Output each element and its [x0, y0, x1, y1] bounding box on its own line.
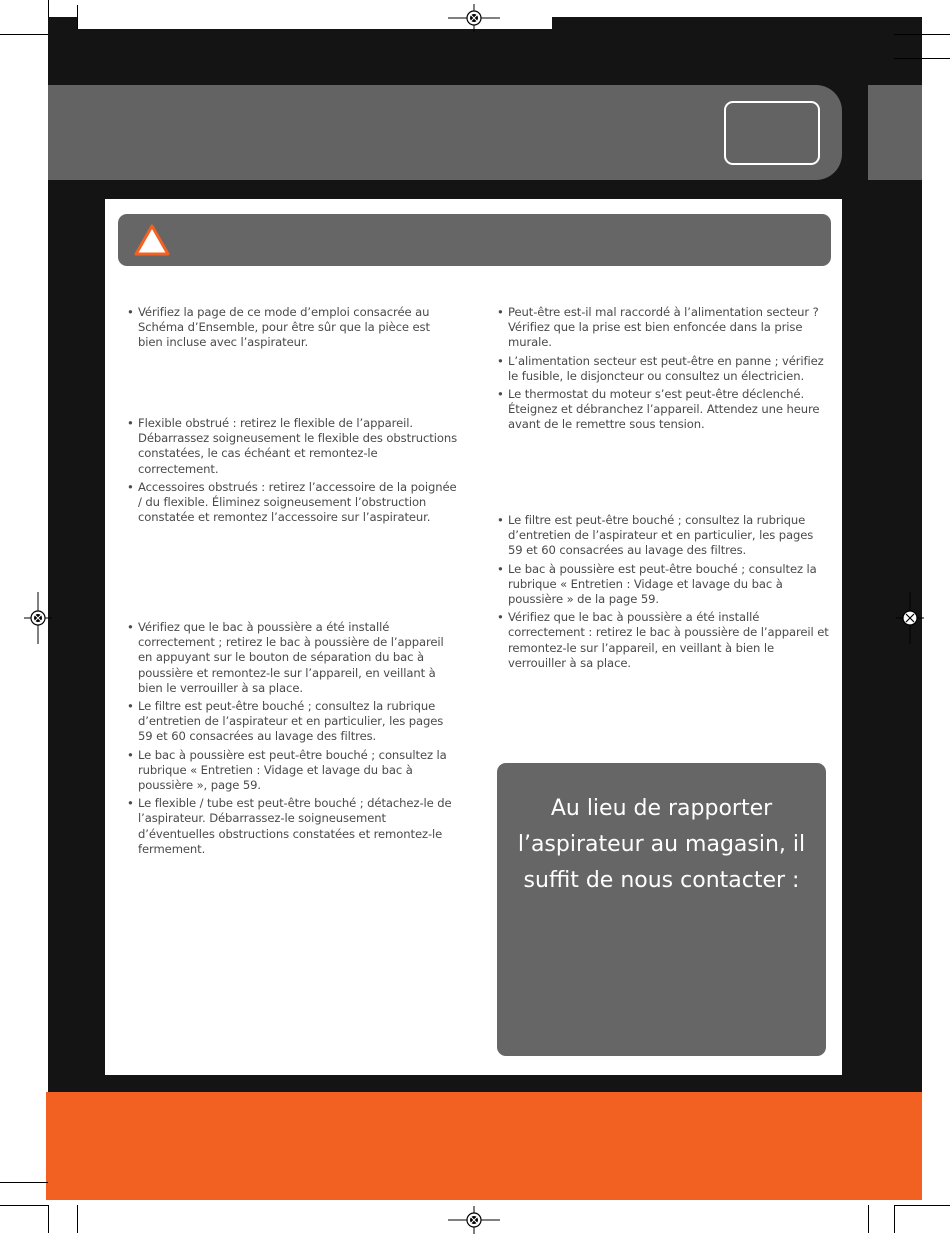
right-group-2: [497, 513, 829, 671]
warning-triangle-icon: [134, 224, 170, 256]
list-item: • Le bac à poussière est peut-être bouché ; consultez la rubrique « Entretien : Vidage et lavage du bac à poussière », page 59.: [127, 748, 457, 794]
right-group-1: [497, 305, 829, 433]
crop-mark: [868, 1205, 869, 1233]
list-item: • Vérifiez que le bac à poussière a été installé correctement ; retirez le bac à poussière de l’appareil en appuyant sur le bouton de séparation du bac à poussière et remontez-le sur l’appareil, en veillant à bien le verrouiller à sa place.: [127, 620, 457, 696]
header-bar: [48, 85, 842, 180]
crop-mark: [894, 58, 950, 59]
crop-mark: [0, 1205, 48, 1206]
left-group-1: [127, 305, 457, 351]
list-item: • Le filtre est peut-être bouché ; consultez la rubrique d’entretien de l’aspirateur et en particulier, les pages 59 et 60 consacrées au lavage des filtres.: [127, 699, 457, 745]
left-column-group-3: [127, 620, 457, 860]
registration-mark-left: [24, 592, 52, 644]
right-column-group-2: [497, 513, 829, 674]
left-column: [127, 305, 457, 354]
side-tab: [868, 85, 922, 180]
list-item: • Le bac à poussière est peut-être bouché ; consultez la rubrique « Entretien : Vidage et lavage du bac à poussière » de la page 59.: [497, 562, 829, 608]
list-item: • Le thermostat du moteur s’est peut-être déclenché. Éteignez et débranchez l’appareil. Attendez une heure avant de le remettre sous tension.: [497, 387, 829, 433]
registration-mark-top: [448, 4, 500, 32]
crop-mark: [77, 1205, 78, 1233]
left-group-3: [127, 620, 457, 857]
list-item: • Accessoires obstrués : retirez l’accessoire de la poignée / du flexible. Éliminez soigneusement l’obstruction constatée et remontez l’accessoire sur l’aspirateur.: [127, 480, 457, 526]
crop-mark: [894, 1205, 950, 1206]
crop-mark: [0, 34, 48, 35]
registration-mark-right: [896, 592, 924, 644]
left-group-2: [127, 416, 457, 525]
list-item: • Le flexible / tube est peut-être bouché ; détachez-le de l’aspirateur. Débarrassez-le soigneusement d’éventuelles obstructions constatées et remontez-le fermement.: [127, 796, 457, 857]
registration-mark-bottom: [448, 1206, 500, 1234]
list-item: • Le filtre est peut-être bouché ; consultez la rubrique d’entretien de l’aspirateur et en particulier, les pages 59 et 60 consacrées au lavage des filtres.: [497, 513, 829, 559]
list-item: • Vérifiez que le bac à poussière a été installé correctement : retirez le bac à poussière de l’appareil et remontez-le sur l’appareil, en veillant à bien le verrouiller à sa place.: [497, 610, 829, 671]
crop-mark: [894, 34, 950, 35]
contact-callout-box: [497, 763, 826, 1056]
crop-mark: [894, 1205, 895, 1233]
list-item: • Vérifiez la page de ce mode d’emploi consacrée au Schéma d’Ensemble, pour être sûr que la pièce est bien incluse avec l’aspirateur.: [127, 305, 457, 351]
callout-text: Au lieu de rapporter l’aspirateur au magasin, il suffit de nous contacter :: [517, 796, 806, 893]
footer-band: [46, 1092, 922, 1200]
crop-mark: [0, 1182, 48, 1183]
right-column-group-1: [497, 305, 829, 436]
page-number-box: [724, 101, 820, 165]
crop-mark: [48, 0, 49, 17]
list-item: • L’alimentation secteur est peut-être en panne ; vérifiez le fusible, le disjoncteur ou consultez un électricien.: [497, 354, 829, 384]
warning-header-bar: [118, 214, 831, 266]
crop-mark: [77, 5, 78, 29]
list-item: • Peut-être est-il mal raccordé à l’alimentation secteur ? Vérifiez que la prise est bien enfoncée dans la prise murale.: [497, 305, 829, 351]
crop-mark: [48, 1205, 49, 1233]
list-item: • Flexible obstrué : retirez le flexible de l’appareil. Débarrassez soigneusement le flexible des obstructions constatées, le cas échéant et remontez-le correctement.: [127, 416, 457, 477]
left-column-group-2: [127, 416, 457, 528]
